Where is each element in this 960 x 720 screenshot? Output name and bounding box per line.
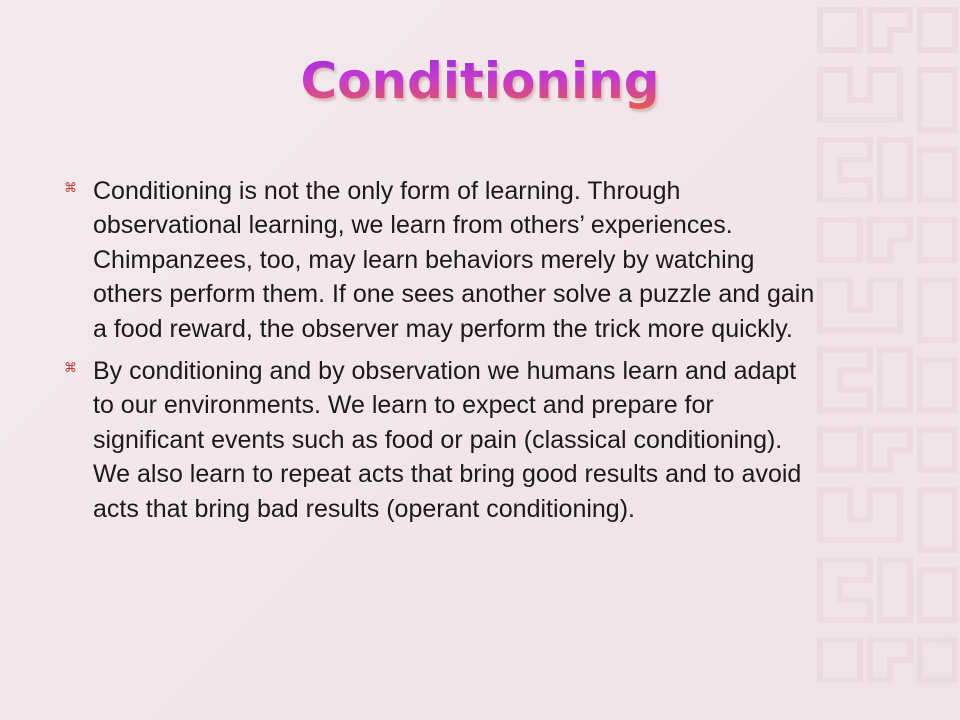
bullet-item	[64, 354, 818, 526]
bullet-item	[64, 174, 818, 346]
bullet-text: Conditioning is not the only form of learning. Through observational learning, we learn from others’ experiences. Chimpanzees, too, may learn behaviors merely by watching others perform them. If one sees another solve a puzzle and gain a food reward, the observer may perform the trick more quickly.	[93, 177, 815, 343]
bullet-text: By conditioning and by observation we humans learn and adapt to our environments. We learn to expect and prepare for significant events such as food or pain (classical conditioning). We also learn to repeat acts that bring good results and to avoid acts that bring bad results (operant conditioning).	[93, 357, 802, 523]
command-key-icon: ⌘	[64, 361, 77, 377]
slide-title: Conditioning	[0, 52, 960, 110]
command-key-icon: ⌘	[64, 181, 77, 196]
bullet-list	[64, 174, 818, 534]
